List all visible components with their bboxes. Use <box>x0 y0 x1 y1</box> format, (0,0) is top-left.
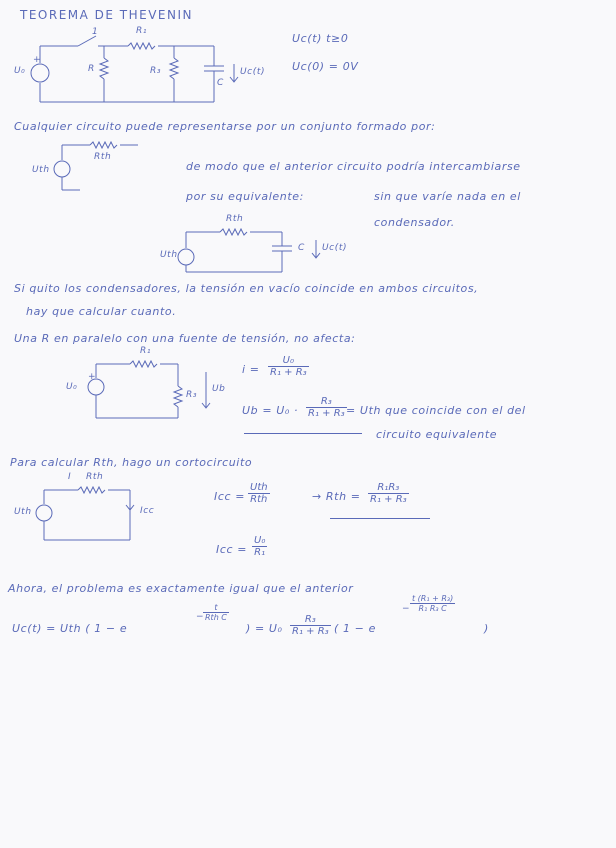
eq-icc2-lhs: Icc = <box>216 543 248 556</box>
r3-label-2: R₃ <box>186 390 198 400</box>
eq-ub-rhs2: circuito equivalente <box>376 428 498 441</box>
eq-icc1-den: Rth <box>250 494 268 505</box>
condition-1: Uc(t) t≥0 <box>292 32 349 45</box>
eq-rth-num: R₁R₃ <box>368 482 409 494</box>
final-exp2-num: t (R₁ + R₃) <box>412 594 454 603</box>
ub-label: Ub <box>212 384 226 394</box>
final-frac-den: R₁ + R₃ <box>292 626 329 637</box>
final-lhs: Uc(t) = Uth ( 1 − e <box>12 622 128 635</box>
eq-rth-fraction <box>368 482 409 505</box>
uc-label-2: Uc(t) <box>322 243 348 253</box>
text-line-3b: hay que calcular cuanto. <box>26 305 177 318</box>
final-exp1-fraction <box>203 603 229 622</box>
page-title: TEOREMA DE THEVENIN <box>20 8 194 22</box>
eq-i-lhs: i = <box>242 363 260 376</box>
underline-rth <box>330 518 430 519</box>
eq-ub-lhs: Ub = U₀ · <box>242 404 299 417</box>
eq-icc2-fraction <box>252 535 267 558</box>
c-label-2: C <box>298 243 305 253</box>
text-line-1: Cualquier circuito puede representarse por un conjunto formado por: <box>14 120 436 133</box>
switch-label: 1 <box>92 27 99 37</box>
text-line-6: Ahora, el problema es exactamente igual que el anterior <box>8 582 354 595</box>
uth-label-2: Uth <box>160 250 178 260</box>
text-line-5: Para calcular Rth, hago un cortocircuito <box>10 456 253 469</box>
final-frac <box>290 614 331 637</box>
eq-ub-den: R₁ + R₃ <box>308 408 345 419</box>
current-i-label: I <box>68 472 72 482</box>
source-label: U₀ <box>14 66 26 76</box>
eq-ub-num: R₃ <box>306 396 347 408</box>
eq-icc1-lhs: Icc = <box>214 490 246 503</box>
c-label: C <box>217 78 224 88</box>
eq-rth-den: R₁ + R₃ <box>370 494 407 505</box>
uc-label: Uc(t) <box>240 67 266 77</box>
eq-icc1-fraction <box>248 482 270 505</box>
icc-label: Icc <box>140 506 155 516</box>
eq-icc1-num: Uth <box>250 482 268 493</box>
final-exp1-minus: − <box>196 612 205 622</box>
rth-label-2: Rth <box>226 214 244 224</box>
uth-label-3: Uth <box>14 507 32 517</box>
eq-icc2-den: R₁ <box>254 547 266 558</box>
final-exp1-den: Rth C <box>205 613 227 622</box>
final-mid: ) = U₀ <box>246 622 283 635</box>
r3-label: R₃ <box>150 66 162 76</box>
text-line-2d: condensador. <box>374 216 455 229</box>
plus-sign: + <box>33 55 42 65</box>
final-exp2-minus: − <box>402 604 411 614</box>
final-exp2-fraction <box>410 594 455 613</box>
plus-sign-2: + <box>88 372 97 382</box>
text-line-2a: de modo que el anterior circuito podría intercambiarse <box>186 160 521 173</box>
rth-label-3: Rth <box>86 472 104 482</box>
final-end: ) <box>484 622 489 635</box>
uth-label-1: Uth <box>32 165 50 175</box>
source-label-2: U₀ <box>66 382 78 392</box>
text-line-3a: Si quito los condensadores, la tensión en vacío coincide en ambos circuitos, <box>14 282 479 295</box>
r1-label-2: R₁ <box>140 346 152 356</box>
final-exp1-num: t <box>203 603 229 613</box>
r-label: R <box>88 64 95 74</box>
final-mid2: ( 1 − e <box>334 622 376 635</box>
eq-i-num: U₀ <box>268 355 309 367</box>
text-line-4: Una R en paralelo con una fuente de tensión, no afecta: <box>14 332 356 345</box>
eq-ub-rhs: = Uth que coincide con el del <box>346 404 526 417</box>
rth-label-1: Rth <box>94 152 112 162</box>
text-line-2c: sin que varíe nada en el <box>374 190 521 203</box>
final-exp2-den: R₁ R₃ C <box>418 604 447 613</box>
eq-rth-lhs: → Rth = <box>312 490 361 503</box>
r1-label: R₁ <box>136 26 148 36</box>
final-frac-num: R₃ <box>290 614 331 626</box>
eq-i-den: R₁ + R₃ <box>270 367 307 378</box>
condition-2: Uc(0) = 0V <box>292 60 359 73</box>
eq-icc2-num: U₀ <box>254 535 266 546</box>
text-line-2b: por su equivalente: <box>186 190 304 203</box>
